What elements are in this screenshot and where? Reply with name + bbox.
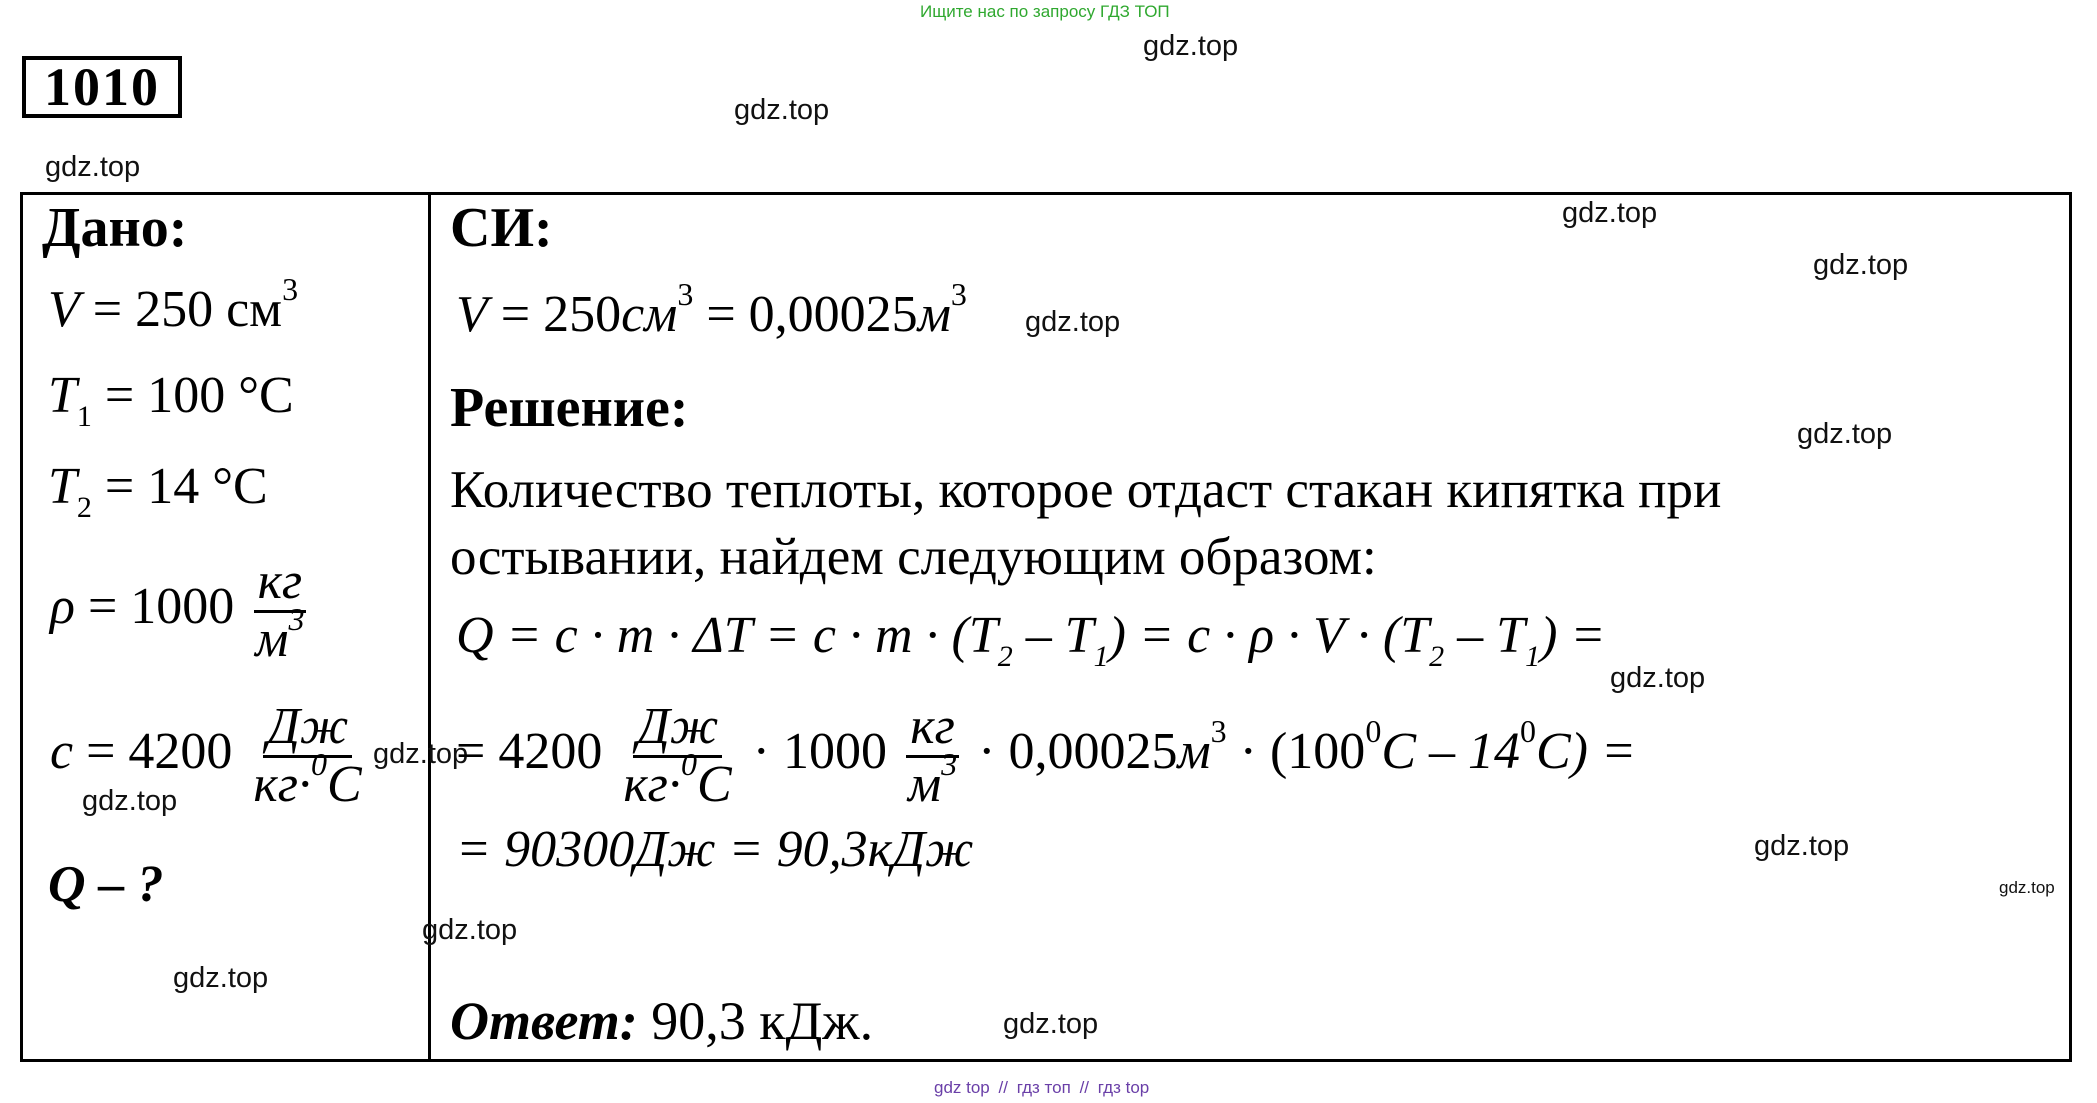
answer-label: Ответ: [450, 991, 638, 1051]
watermark: gdz.top [1025, 306, 1121, 338]
top-banner: Ищите нас по запросу ГДЗ ТОП [920, 2, 1170, 21]
fraction [249, 700, 365, 812]
symbol: ρ [50, 578, 75, 636]
value: = 100 °C [91, 367, 294, 424]
si-conversion: $V = 250см^3 = 0,00025м^3$ [456, 276, 967, 343]
bottom-links [932, 1078, 1151, 1098]
watermark: gdz.top [373, 738, 469, 770]
fraction: $\frac{Дж}{кг\cdot^0C}$ [623, 698, 732, 813]
link-gdz-top[interactable]: gdz top [934, 1078, 990, 1097]
watermark: gdz.top [173, 962, 269, 994]
symbol: V [48, 281, 80, 338]
numerator: Дж [263, 700, 352, 758]
formula-result: = 90300Дж = 90,3кДж [456, 821, 974, 878]
watermark: gdz.top [1610, 662, 1706, 694]
given-unknown: Q – ? [48, 856, 164, 913]
separator: // [998, 1078, 1008, 1097]
answer [450, 990, 873, 1052]
solution-text-line1: Количество теплоты, которое отдаст стакан кипятка при [450, 461, 1722, 519]
value: = 1000 [74, 578, 235, 636]
formula-general: $Q = c \cdot m \cdot \Delta T = c \cdot m \cdot (T_2 - T_1) = c \cdot \rho \cdot V \cdot (T_2 - T_1)$ = [456, 607, 1606, 673]
solution-text-line2: остывании, найдем следующим образом: [450, 528, 1377, 586]
denominator: $м^3$ [255, 600, 305, 668]
given-volume [48, 271, 299, 339]
watermark: gdz.top [1999, 878, 2055, 897]
symbol: T [48, 367, 77, 424]
fraction [251, 555, 308, 667]
watermark: gdz.top [82, 785, 178, 817]
formula-substitution: = 4200 $\frac{Дж}{кг\cdot^0C}$ · 1000 $\frac{кг}{м^3}$ · $0,00025м^3 \cdot (100^0C - 14^0C)$ = [456, 698, 1637, 813]
solution-heading: Решение: [450, 377, 689, 439]
subscript: 2 [76, 491, 92, 524]
link-gdz-top-ru[interactable]: гдз топ [1016, 1078, 1071, 1097]
watermark: gdz.top [1003, 1008, 1099, 1040]
watermark: gdz.top [45, 151, 141, 183]
denominator: кг·$^0$C [253, 745, 362, 813]
subscript: 1 [76, 400, 92, 433]
link-gdz-top-mixed[interactable]: гдз top [1097, 1078, 1150, 1097]
watermark: gdz.top [422, 914, 518, 946]
fraction: $\frac{кг}{м^3}$ [907, 698, 958, 813]
watermark: gdz.top [1143, 30, 1239, 62]
answer-value: 90,3 кДж. [637, 991, 874, 1051]
watermark: gdz.top [734, 94, 830, 126]
watermark: gdz.top [1754, 830, 1850, 862]
problem-number: 1010 [22, 56, 182, 118]
watermark: gdz.top [1797, 418, 1893, 450]
si-heading: СИ: [450, 197, 553, 259]
value: = 14 °C [91, 458, 268, 515]
separator: // [1079, 1078, 1090, 1097]
watermark: gdz.top [1562, 197, 1658, 229]
given-t2 [48, 457, 268, 524]
exponent: 3 [282, 271, 299, 307]
numerator: кг [254, 555, 307, 613]
given-heading: Дано: [42, 197, 188, 259]
watermark: gdz.top [1813, 249, 1909, 281]
symbol: T [48, 458, 77, 515]
value: = 250 см [79, 281, 283, 338]
given-t1 [48, 366, 294, 433]
value: = 4200 [73, 723, 233, 781]
given-density [50, 555, 312, 667]
symbol: c [50, 723, 74, 781]
